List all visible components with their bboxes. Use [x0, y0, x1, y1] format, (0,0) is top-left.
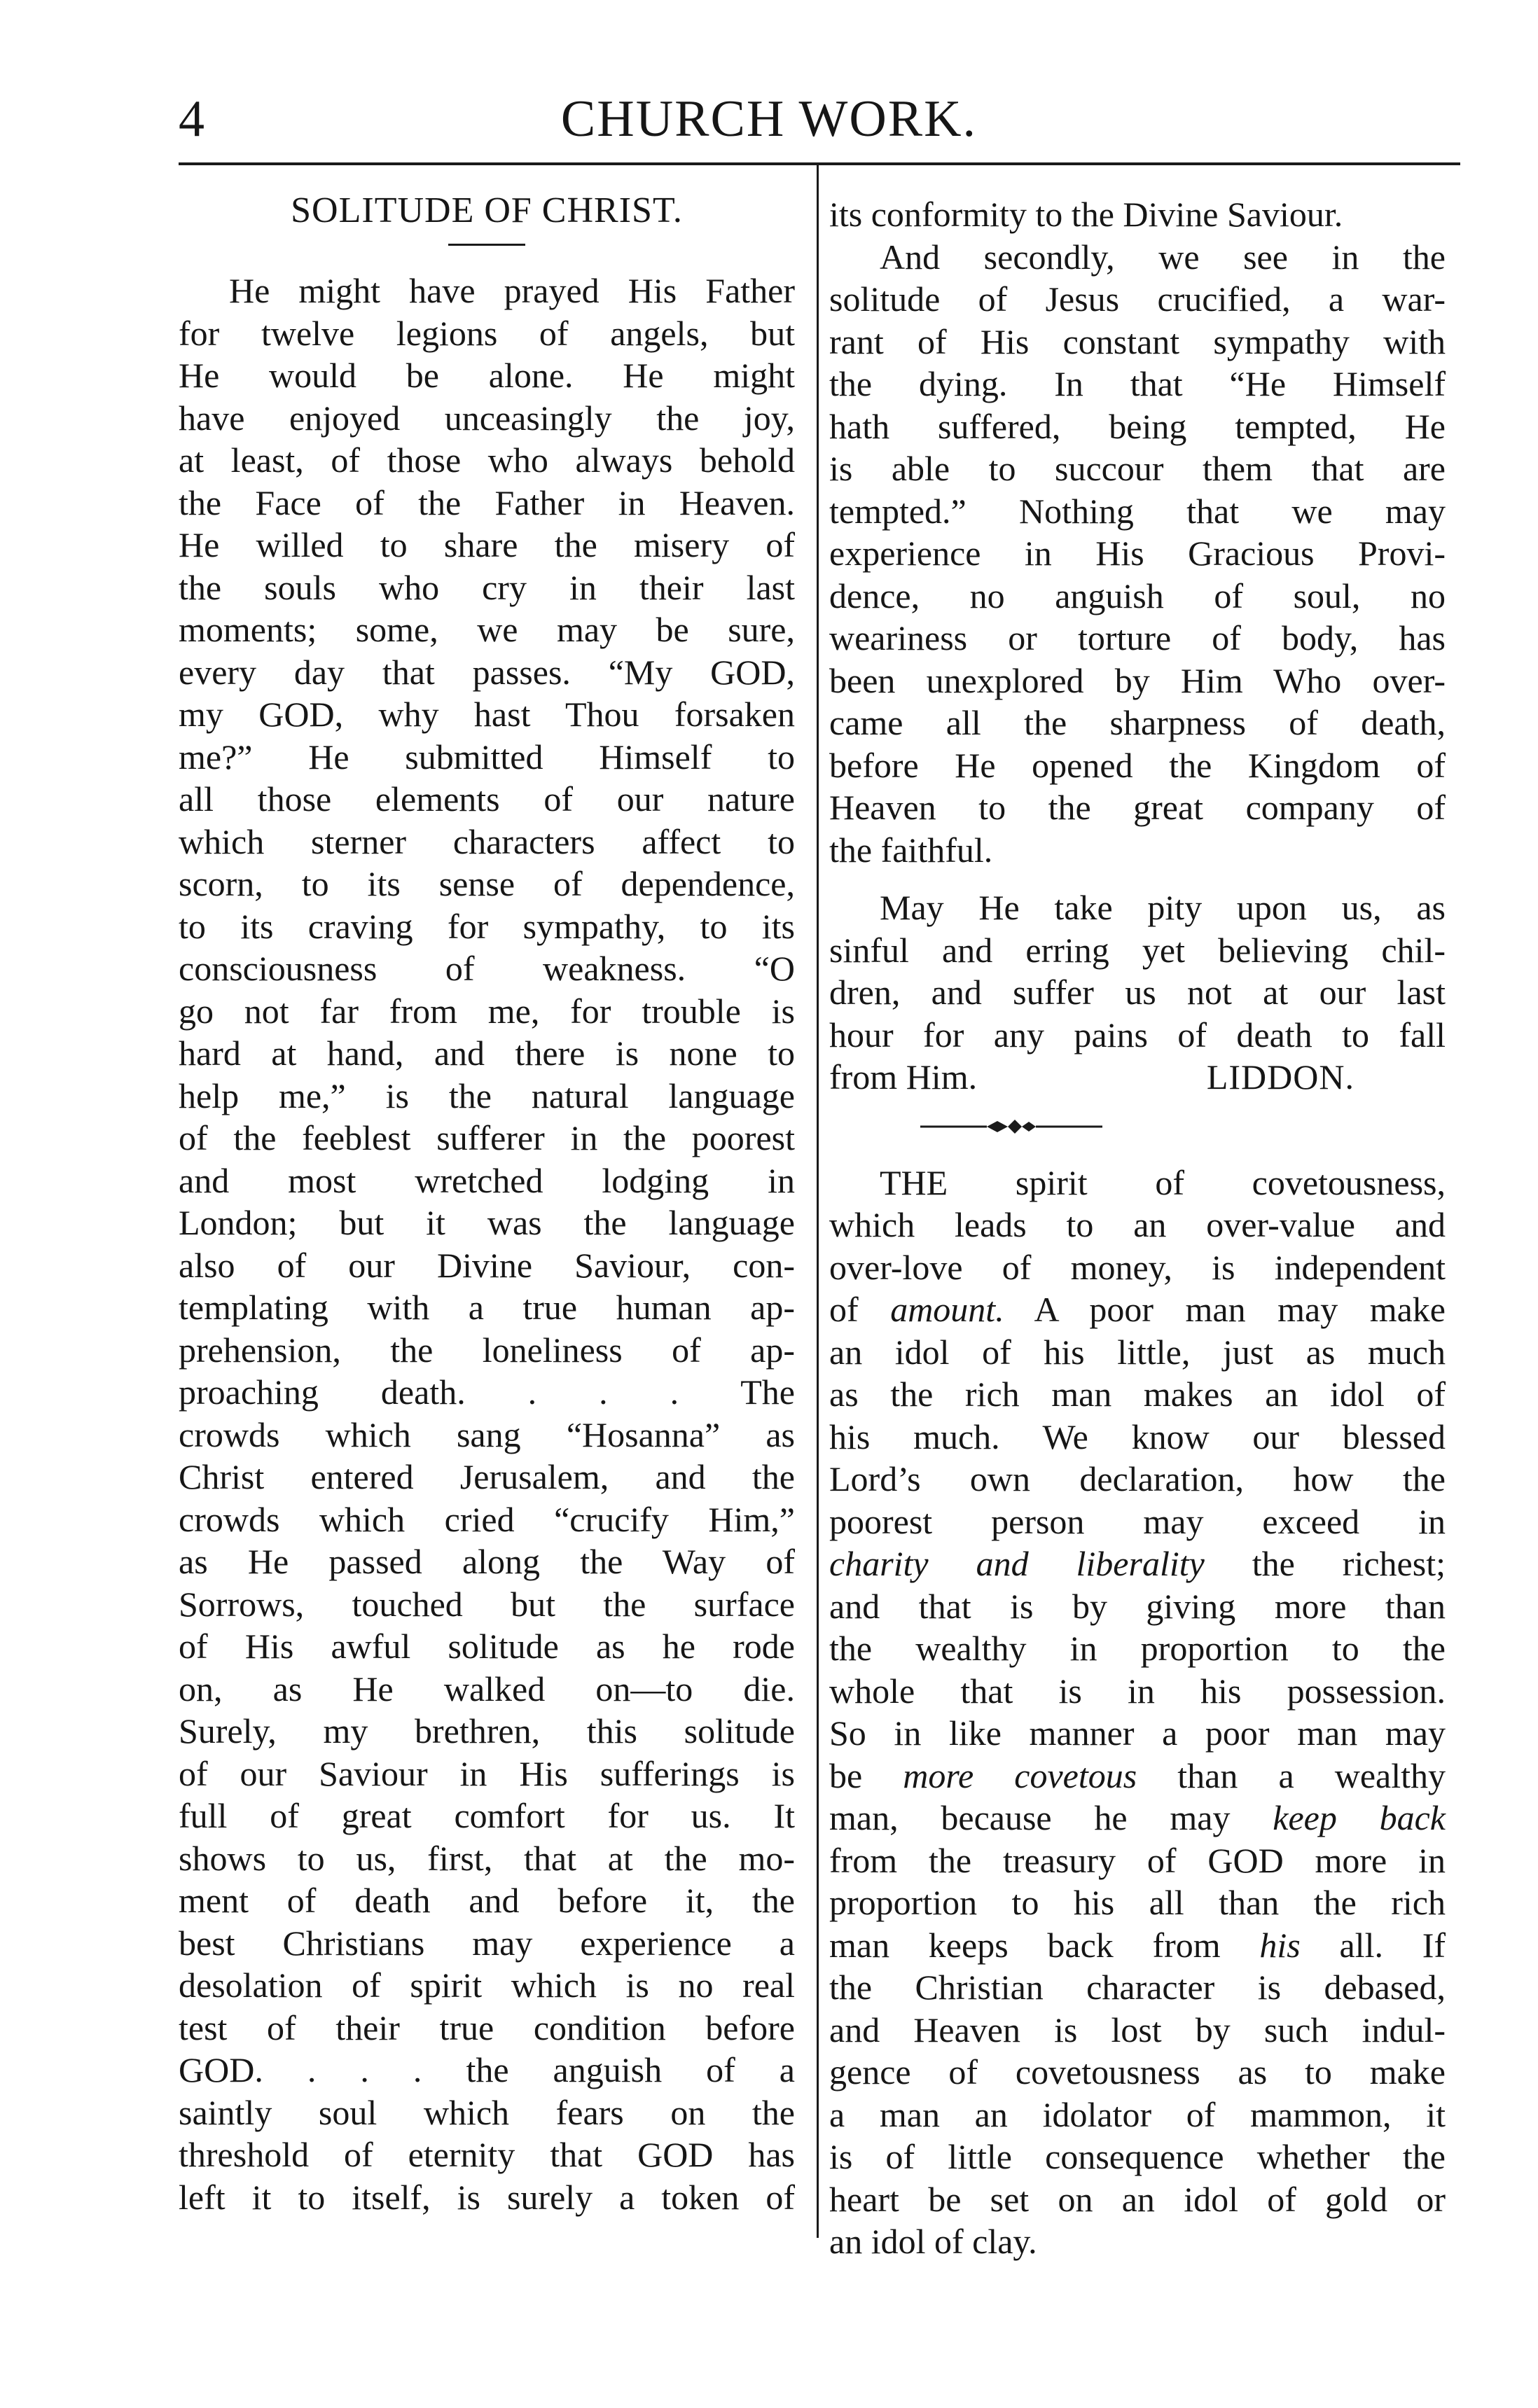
text-line: dren, and suffer us not at our last — [829, 973, 1446, 1012]
text-line: the faithful. — [829, 830, 993, 870]
text-line: May He take pity upon us, as — [880, 888, 1446, 927]
line-treasury: from the treasury of GOD more in — [829, 1840, 1446, 1880]
article-lines-4 — [829, 1966, 1446, 2263]
article-title: SOLITUDE OF CHRIST. — [291, 190, 683, 230]
column-divider — [817, 165, 819, 2238]
text-line: the souls who cry in their last — [179, 567, 795, 607]
header-rule — [179, 162, 1460, 165]
text-line: is able to succour them that are — [829, 449, 1446, 488]
article-body-continuation — [829, 193, 1446, 236]
text-line: Sorrows, touched but the surface — [179, 1584, 795, 1624]
text-line: over-love of money, is independent — [829, 1247, 1446, 1287]
text-segment: all. If — [1300, 1925, 1446, 1965]
text-line: every day that passes. “My GOD, — [179, 652, 795, 692]
text-segment: than a wealthy — [1137, 1755, 1446, 1795]
text-line: So in like manner a poor man may — [829, 1713, 1446, 1753]
text-line: at least, of those who always behold — [179, 440, 795, 480]
text-line: and most wretched lodging in — [179, 1160, 795, 1200]
text-line: templating with a true human ap- — [179, 1288, 795, 1327]
line-proportion: proportion to his all than the rich — [829, 1883, 1446, 1922]
running-title: CHURCH WORK. — [560, 90, 978, 148]
text-line: have enjoyed unceasingly the joy, — [179, 398, 795, 438]
running-header — [0, 84, 1538, 154]
text-line: of the feeblest sufferer in the poorest — [179, 1118, 795, 1157]
text-line: dence, no anguish of soul, no — [829, 576, 1446, 615]
text-line: full of great comfort for us. It — [179, 1796, 795, 1835]
text-line: tempted.” Nothing that we may — [829, 491, 1446, 531]
text-line: test of their true condition before — [179, 2007, 795, 2047]
text-line: also of our Divine Saviour, con- — [179, 1245, 795, 1285]
article-lines-1 — [829, 1204, 1446, 1288]
text-line: He would be alone. He might — [179, 356, 795, 395]
text-line: to its craving for sympathy, to its — [179, 906, 795, 946]
text-line: solitude of Jesus crucified, a war- — [829, 279, 1446, 319]
text-line: the Face of the Father in Heaven. — [179, 482, 795, 522]
text-line: me?” He submitted Himself to — [179, 737, 795, 777]
text-line: his much. We know our blessed — [829, 1417, 1446, 1456]
article-paragraph-secondly — [829, 236, 1446, 872]
text-line: threshold of eternity that GOD has — [179, 2135, 795, 2174]
text-line: the Christian character is debased, — [829, 1968, 1446, 2007]
text-line: hard at hand, and there is none to — [179, 1034, 795, 1073]
text-line: for twelve legions of angels, but — [179, 313, 795, 353]
text-line: the dying. In that “He Himself — [829, 364, 1446, 403]
text-line: help me,” is the natural language — [179, 1076, 795, 1115]
article-body-left — [179, 270, 795, 2218]
text-line: Lord’s own declaration, how the — [829, 1459, 1446, 1498]
text-line: been unexplored by Him Who over- — [829, 660, 1446, 700]
first-line-text: spirit of covetousness, — [948, 1162, 1446, 1202]
text-line: crowds which cried “crucify Him,” — [179, 1499, 795, 1539]
emphasis-covetous: more covetous — [903, 1755, 1137, 1795]
lead-word: THE — [880, 1162, 948, 1202]
title-rule — [448, 244, 525, 246]
text-line: proaching death. . . . The — [179, 1372, 795, 1412]
text-line: rant of His constant sympathy with — [829, 321, 1446, 361]
section-ornament — [829, 1099, 1446, 1162]
text-line: hour for any pains of death to fall — [829, 1015, 1446, 1055]
text-line: crowds which sang “Hosanna” as — [179, 1414, 795, 1454]
text-line: prehension, the loneliness of ap- — [179, 1330, 795, 1370]
text-line: left it to itself, is surely a token of — [179, 2177, 795, 2217]
text-line: experience in His Gracious Provi- — [829, 534, 1446, 573]
text-line: all those elements of our nature — [179, 779, 795, 819]
line-covetous — [829, 1755, 1446, 1797]
text-line: Christ entered Jerusalem, and the — [179, 1457, 795, 1496]
text-segment: man keeps back from — [829, 1925, 1260, 1965]
article-lines-2 — [829, 1331, 1446, 1543]
text-line: desolation of spirit which is no real — [179, 1965, 795, 2005]
emphasis-amount: amount. — [890, 1290, 1004, 1329]
text-line: go not far from me, for trouble is — [179, 991, 795, 1031]
text-segment: man, because he may — [829, 1798, 1273, 1837]
text-segment: the richest; — [1204, 1544, 1446, 1583]
text-line: scorn, to its sense of dependence, — [179, 864, 795, 903]
text-line: moments; some, we may be sure, — [179, 610, 795, 649]
text-line: hath suffered, being tempted, He — [829, 406, 1446, 446]
text-line: as He passed along the Way of — [179, 1542, 795, 1581]
line-keep-back — [829, 1797, 1446, 1839]
text-line: consciousness of weakness. “O — [179, 949, 795, 988]
text-line: weariness or torture of body, has — [829, 618, 1446, 657]
text-line: the wealthy in proportion to the — [829, 1629, 1446, 1668]
text-segment: of — [829, 1290, 891, 1329]
text-line: Surely, my brethren, this solitude — [179, 1711, 795, 1751]
author-signature: LIDDON. — [1206, 1057, 1355, 1097]
text-line: gence of covetousness as to make — [829, 2052, 1446, 2092]
text-line: which leads to an over-value and — [829, 1205, 1446, 1244]
text-line: is of little consequence whether the — [829, 2137, 1446, 2176]
text-segment: be — [829, 1755, 903, 1795]
left-column — [179, 189, 795, 2218]
text-line: heart be set on an idol of gold or — [829, 2179, 1446, 2219]
text-line: its conformity to the Divine Saviour. — [829, 195, 1343, 234]
line-amount — [829, 1288, 1446, 1331]
line-his — [829, 1924, 1446, 1967]
text-line: a man an idolator of mammon, it — [829, 2094, 1446, 2134]
text-line: of His awful solitude as he rode — [179, 1627, 795, 1666]
emphasis-charity: charity and liberality — [829, 1544, 1205, 1583]
text-line: And secondly, we see in the — [880, 237, 1446, 277]
ornament-divider-icon — [920, 1113, 1102, 1141]
line-charity — [829, 1543, 1446, 1585]
text-line: on, as He walked on—to die. — [179, 1669, 795, 1708]
text-line: before He opened the Kingdom of — [829, 745, 1446, 785]
text-line: shows to us, first, that at the mo- — [179, 1838, 795, 1878]
closing-text: from Him. — [829, 1057, 978, 1097]
text-line: best Christians may experience a — [179, 1923, 795, 1963]
right-column — [829, 193, 1446, 2263]
article-paragraph-closing — [829, 886, 1446, 1056]
text-line: and Heaven is lost by such indul- — [829, 2010, 1446, 2049]
text-line: which sterner characters affect to — [179, 821, 795, 861]
text-line: saintly soul which fears on the — [179, 2092, 795, 2132]
paragraph-gap — [829, 871, 1446, 886]
article-lines-3 — [829, 1585, 1446, 1755]
text-line: came all the sharpness of death, — [829, 703, 1446, 742]
text-line: poorest person may exceed in — [829, 1501, 1446, 1541]
text-line: ment of death and before it, the — [179, 1881, 795, 1920]
text-line: Heaven to the great company of — [829, 788, 1446, 827]
article-first-line — [829, 1162, 1446, 1204]
closing-line — [829, 1056, 1446, 1099]
text-line: my GOD, why hast Thou forsaken — [179, 695, 795, 734]
text-segment: A poor man may make — [1004, 1290, 1446, 1329]
text-line: GOD. . . . the anguish of a — [179, 2050, 795, 2089]
text-line: an idol of clay. — [829, 2222, 1037, 2261]
text-line: and that is by giving more than — [829, 1586, 1446, 1626]
text-line: whole that is in his possession. — [829, 1671, 1446, 1711]
text-line: He willed to share the misery of — [179, 525, 795, 564]
emphasis-keep-back: keep back — [1273, 1798, 1446, 1837]
text-line: London; but it was the language — [179, 1203, 795, 1242]
text-line: of our Saviour in His sufferings is — [179, 1753, 795, 1793]
article-covetousness — [829, 1162, 1446, 2263]
text-line: as the rich man makes an idol of — [829, 1374, 1446, 1414]
text-line: an idol of his little, just as much — [829, 1332, 1446, 1372]
text-line: He might have prayed His Father — [229, 271, 795, 310]
emphasis-his: his — [1259, 1925, 1301, 1965]
text-line: sinful and erring yet believing chil- — [829, 930, 1446, 970]
page-number: 4 — [179, 90, 205, 148]
